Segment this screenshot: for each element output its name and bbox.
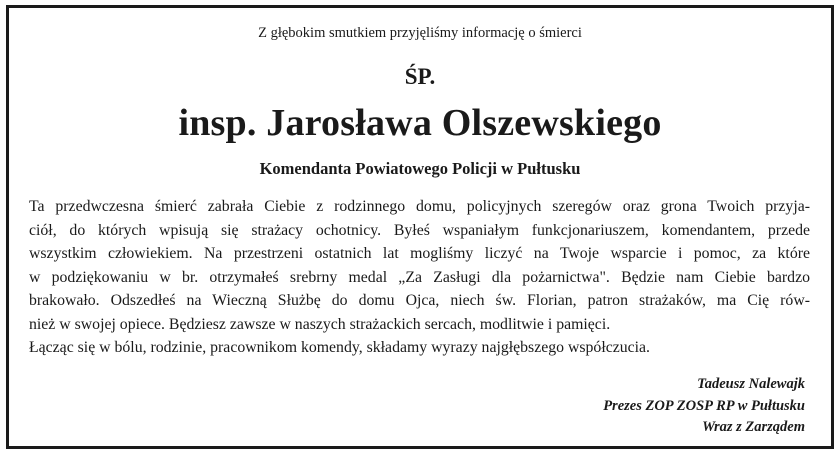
- signature-title: Prezes ZOP ZOSP RP w Pułtusku: [603, 397, 805, 414]
- deceased-name: insp. Jarosława Olszewskiego: [178, 102, 662, 144]
- intro-text: Z głębokim smutkiem przyjęliśmy informację o śmierci: [258, 25, 582, 41]
- signature-with: Wraz z Zarządem: [702, 419, 805, 435]
- signature-block: [603, 374, 805, 439]
- body-line: Ta przedwczesna śmierć zabrała Ciebie z rodzinnego domu, policyjnych szeregów oraz grona Twoich przyja-: [29, 198, 810, 215]
- condolence-body: [29, 195, 810, 360]
- body-line: Łącząc się w bólu, rodzinie, pracownikom komendy, składamy wyrazy najgłębszego współczucia.: [29, 339, 650, 356]
- body-line: nież w swojej opiece. Będziesz zawsze w naszych strażackich sercach, modlitwie i pamięci.: [29, 315, 611, 333]
- body-line: wszystkim człowiekiem. Na przestrzeni ostatnich lat mogliśmy liczyć na Twoje wsparcie i pomoc, za które: [29, 245, 810, 262]
- deceased-role: Komendanta Powiatowego Policji w Pułtusku: [259, 159, 581, 178]
- body-line: ciół, do których wpisują się strażacy ochotnicy. Byłeś wspaniałym funkcjonariuszem, komendantem, przede: [29, 221, 810, 239]
- body-line: brakowało. Odszedłeś na Wieczną Służbę do domu Ojca, niech św. Florian, patron strażaków, ma Cię rów-: [29, 292, 810, 309]
- deceased-prefix: ŚP.: [404, 64, 436, 89]
- body-line: w podziękowaniu w br. otrzymałeś srebrny medal „Za Zasługi dla pożarnictwa". Będzie nam Ciebie bardzo: [29, 268, 810, 286]
- signature-name: Tadeusz Nalewajk: [697, 376, 805, 392]
